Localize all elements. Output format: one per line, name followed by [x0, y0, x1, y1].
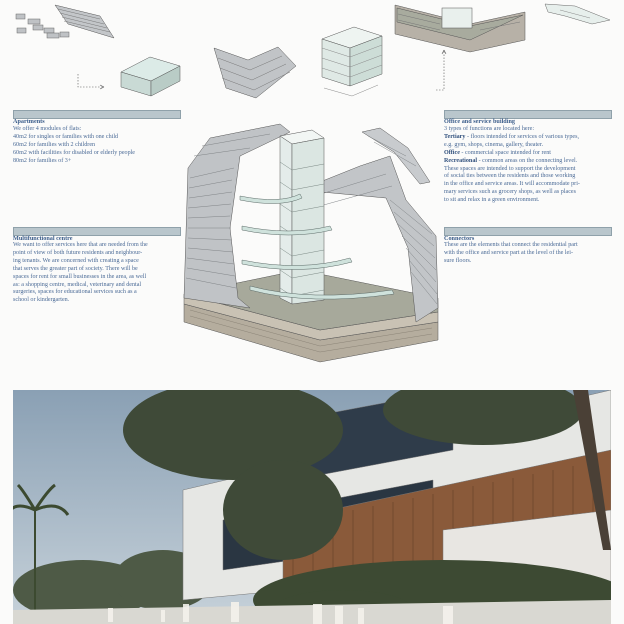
multifunctional-line: We want to offer services here that are needed from the	[13, 242, 148, 248]
connectors-line: with the office and service part at the level of the lei-	[444, 249, 573, 256]
apartments-text	[13, 126, 183, 166]
recreational-text: - common areas on the connecting level.	[477, 157, 578, 164]
multifunctional-line: as: a shopping centre, medical, veterinary and dental	[13, 281, 142, 288]
office-line: of social ties between the residents and those working	[444, 173, 576, 180]
multifunctional-text	[13, 242, 185, 305]
office-label-text: - commercial space intended for rent	[459, 149, 551, 156]
office-recreational	[444, 158, 614, 166]
apartments-line: 60m2 for families with 2 children	[13, 141, 96, 148]
base-mass	[395, 5, 525, 52]
office-line: to sit and relax in a green environment.	[444, 197, 540, 204]
multifunctional-line: spaces for rent for small businesses in the area, as well	[13, 273, 147, 280]
slab-tower	[280, 130, 324, 304]
multifunctional-line: point of view of both future residents and neighbour-	[13, 249, 143, 256]
axonometric-model	[180, 108, 442, 370]
apartments-line: 60m2 with facilities for disabled or elderly people	[13, 149, 136, 156]
office-office	[444, 150, 614, 158]
multifunctional-line: ing tenants. We are concerned with creating a space	[13, 257, 139, 264]
office-label: Office	[444, 149, 460, 156]
street-render	[13, 390, 611, 624]
office-text	[444, 126, 614, 205]
stone-pieces	[16, 14, 69, 38]
recreational-label: Recreational	[444, 157, 478, 164]
office-intro: 3 types of functions are located here:	[444, 126, 535, 132]
connectors-title: Connectors	[444, 235, 475, 242]
multifunctional-line: surgeries, spaces for educational services such as a	[13, 289, 137, 296]
tertiary-label: Tertiary	[444, 133, 466, 140]
office-line: mary services such as grocery shops, as well as places	[444, 189, 576, 196]
apartments-line: 80m2 for families of 3+	[13, 157, 72, 164]
multifunctional-title: Multifunctional centre	[13, 235, 73, 242]
ring-outline	[545, 4, 610, 24]
office-line: These spaces are intended to support the development	[444, 165, 576, 172]
apartments-line: We offer 4 modules of flats:	[13, 126, 82, 132]
glass-block	[121, 57, 180, 96]
stacked-slabs	[322, 27, 382, 96]
office-tertiary-2: e.g. gym, shops, cinema, gallery, theater.	[444, 141, 544, 148]
tertiary-text: - floors intended for services of various types,	[465, 133, 579, 140]
connectors-line: These are the elements that connect the residential part	[444, 242, 578, 248]
connectors-text	[444, 242, 616, 266]
stone-shell	[214, 47, 296, 98]
office-tertiary	[444, 134, 614, 142]
exploded-diagram	[0, 0, 624, 112]
apartments-line: 40m2 for singles or families with one child	[13, 133, 119, 140]
connectors-line: sure floors.	[444, 257, 472, 264]
office-line: in the office and service areas. It will accommodate pri-	[444, 181, 580, 188]
office-title: Office and service building	[444, 118, 515, 125]
multifunctional-line: that serves the greater part of society. There will be	[13, 265, 138, 272]
apartments-title: Apartments	[13, 118, 45, 125]
multifunctional-line: school or kindergarten.	[13, 297, 70, 304]
